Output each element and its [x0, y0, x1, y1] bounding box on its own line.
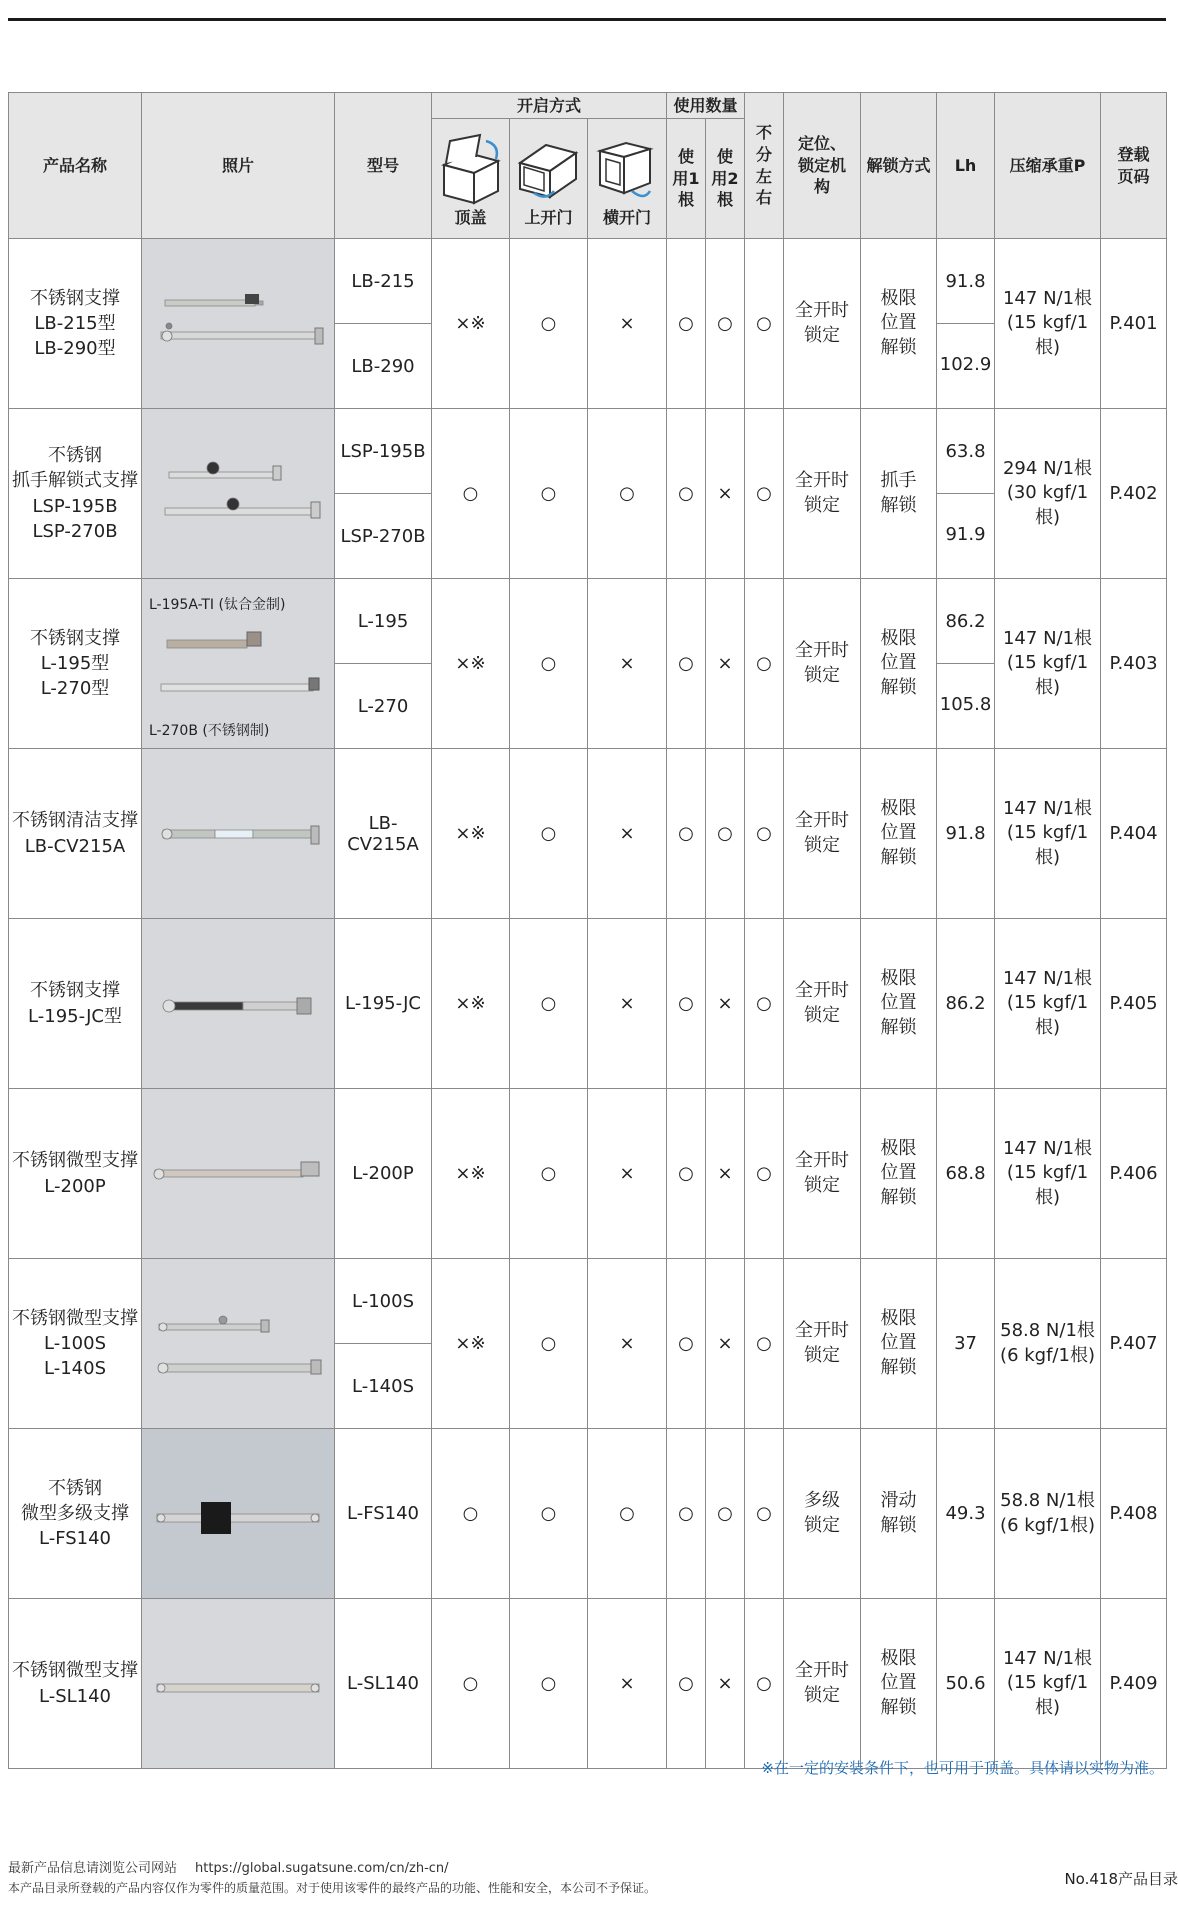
- release-cell: [861, 409, 937, 579]
- lock-mech-line: 全开时: [795, 980, 850, 1002]
- use-1-value: ○: [667, 749, 706, 919]
- use-2-value: ×: [706, 579, 745, 749]
- header-release: 解锁方式: [861, 93, 937, 239]
- opening-top-value: ○: [432, 1429, 510, 1599]
- product-name-line: L-195-JC型: [28, 1005, 122, 1027]
- use-1-value: ○: [667, 1429, 706, 1599]
- release-line: 解锁: [880, 494, 917, 516]
- table-row: [9, 1089, 1167, 1259]
- header-page-text: 登载页码: [1117, 144, 1150, 186]
- stay-photo-drawing: [143, 1260, 333, 1428]
- product-photo: [142, 1089, 335, 1259]
- photo-frame: [143, 410, 333, 578]
- lock-mech-cell: [784, 1089, 861, 1259]
- top-lid-diagram-icon: [436, 133, 506, 205]
- photo-frame: [143, 580, 333, 748]
- lock-mech-line: 锁定: [804, 1004, 841, 1026]
- header-use-1-text: 使用1根: [672, 147, 700, 210]
- header-opening-top: [432, 119, 510, 239]
- product-photo: [142, 919, 335, 1089]
- lr-value: ○: [745, 1259, 784, 1429]
- lock-mech-line: 全开时: [795, 640, 850, 662]
- release-cell: [861, 1089, 937, 1259]
- footer-catalog-number: No.418产品目录: [1064, 1870, 1178, 1888]
- use-1-value: ○: [667, 579, 706, 749]
- release-line: 位置: [880, 1332, 917, 1354]
- release-line: 解锁: [880, 1696, 917, 1718]
- release-line: 解锁: [880, 676, 917, 698]
- photo-caption-bottom: L-270B (不锈钢制): [149, 722, 270, 739]
- product-name-line: 不锈钢支撑: [30, 980, 120, 1002]
- opening-up-value: ○: [510, 749, 588, 919]
- lh-value: 86.2: [937, 579, 995, 664]
- photo-caption-top: L-195A-TI (钛合金制): [149, 596, 286, 613]
- product-name-line: 抓手解锁式支撑: [12, 470, 138, 492]
- product-photo: [142, 1599, 335, 1769]
- opening-top-value: ○: [432, 409, 510, 579]
- opening-side-value: ×: [588, 579, 667, 749]
- page-ref: P.408: [1101, 1429, 1167, 1599]
- opening-top-value: ○: [432, 1599, 510, 1769]
- opening-side-value: ×: [588, 1599, 667, 1769]
- opening-up-value: ○: [510, 409, 588, 579]
- product-name-cell: [9, 1599, 142, 1769]
- opening-side-value: ×: [588, 919, 667, 1089]
- product-name-line: L-270型: [40, 678, 110, 700]
- product-name-line: L-200P: [44, 1175, 106, 1197]
- header-opening-method: 开启方式: [432, 93, 667, 119]
- product-name-cell: [9, 239, 142, 409]
- model-cell: L-FS140: [335, 1429, 432, 1599]
- opening-top-value: ×※: [432, 579, 510, 749]
- use-1-value: ○: [667, 1599, 706, 1769]
- opening-up-value: ○: [510, 1599, 588, 1769]
- model-cell: L-195-JC: [335, 919, 432, 1089]
- lock-mech-cell: [784, 749, 861, 919]
- release-line: 位置: [880, 1672, 917, 1694]
- stay-photo-drawing: [143, 410, 333, 578]
- load-line: (15 kgf/1根): [1006, 312, 1089, 358]
- lh-value: 102.9: [937, 324, 995, 409]
- lock-mech-line: 锁定: [804, 1174, 841, 1196]
- lock-mech-line: 锁定: [804, 1344, 841, 1366]
- photo-frame: [143, 240, 333, 408]
- lh-value: 91.8: [937, 749, 995, 919]
- load-line: 147 N/1根: [1002, 798, 1093, 820]
- opening-side-value: ○: [588, 409, 667, 579]
- release-line: 位置: [880, 652, 917, 674]
- header-photo: 照片: [142, 93, 335, 239]
- page-ref: P.409: [1101, 1599, 1167, 1769]
- model-cell: L-SL140: [335, 1599, 432, 1769]
- photo-frame: [143, 750, 333, 918]
- up-door-diagram-icon: [514, 133, 584, 205]
- product-name-line: LSP-270B: [32, 520, 118, 542]
- load-cell: [995, 919, 1101, 1089]
- release-line: 解锁: [880, 336, 917, 358]
- use-2-value: ○: [706, 749, 745, 919]
- photo-frame: [143, 920, 333, 1088]
- lock-mech-cell: [784, 1599, 861, 1769]
- release-line: 位置: [880, 992, 917, 1014]
- release-cell: [861, 579, 937, 749]
- header-product-name: 产品名称: [9, 93, 142, 239]
- table-row: [9, 239, 1167, 324]
- load-line: (6 kgf/1根): [1000, 1514, 1095, 1536]
- load-line: 58.8 N/1根: [1000, 1320, 1095, 1342]
- lr-value: ○: [745, 749, 784, 919]
- product-name-cell: [9, 919, 142, 1089]
- stay-photo-drawing: [143, 1430, 333, 1598]
- opening-side-value: ×: [588, 1089, 667, 1259]
- load-cell: [995, 1599, 1101, 1769]
- product-photo: [142, 1259, 335, 1429]
- model-cell: LB-215: [335, 239, 432, 324]
- release-line: 极限: [880, 628, 917, 650]
- product-name-line: LB-290型: [34, 338, 116, 360]
- load-cell: [995, 409, 1101, 579]
- lock-mech-line: 全开时: [795, 300, 850, 322]
- lock-mech-line: 全开时: [795, 1150, 850, 1172]
- model-cell: L-200P: [335, 1089, 432, 1259]
- product-name-cell: [9, 409, 142, 579]
- release-cell: [861, 1429, 937, 1599]
- opening-top-value: ×※: [432, 1259, 510, 1429]
- page-ref: P.406: [1101, 1089, 1167, 1259]
- product-photo: [142, 409, 335, 579]
- lock-mech-line: 全开时: [795, 470, 850, 492]
- footer-website-text: 最新产品信息请浏览公司网站: [8, 1861, 178, 1876]
- product-name-line: 不锈钢支撑: [30, 627, 120, 649]
- catalog-table: [8, 92, 1167, 1769]
- release-cell: [861, 749, 937, 919]
- load-line: 147 N/1根: [1002, 628, 1093, 650]
- lock-mech-line: 锁定: [804, 1684, 841, 1706]
- release-line: 解锁: [880, 846, 917, 868]
- load-line: 147 N/1根: [1002, 968, 1093, 990]
- footer-website-line: [8, 1857, 449, 1876]
- table-row: [9, 1259, 1167, 1344]
- product-name-line: 不锈钢微型支撑: [12, 1150, 138, 1172]
- release-cell: [861, 1259, 937, 1429]
- header-lock-mech-text: 定位、锁定机构: [798, 134, 847, 197]
- product-name-line: L-SL140: [38, 1685, 112, 1707]
- footnote: ※在一定的安装条件下，也可用于顶盖。具体请以实物为准。: [761, 1759, 1164, 1777]
- release-line: 解锁: [880, 1356, 917, 1378]
- load-line: (15 kgf/1根): [1006, 992, 1089, 1038]
- table-row: [9, 579, 1167, 664]
- opening-top-label: 顶盖: [454, 207, 487, 227]
- lh-value: 91.9: [937, 494, 995, 579]
- header-lock-mech: [784, 93, 861, 239]
- opening-side-value: ×: [588, 239, 667, 409]
- page-ref: P.403: [1101, 579, 1167, 749]
- stay-photo-drawing: [143, 1600, 333, 1768]
- use-1-value: ○: [667, 919, 706, 1089]
- photo-frame: [143, 1090, 333, 1258]
- lock-mech-line: 锁定: [804, 494, 841, 516]
- opening-up-value: ○: [510, 579, 588, 749]
- lock-mech-line: 锁定: [804, 324, 841, 346]
- release-line: 极限: [880, 288, 917, 310]
- header-lh: Lh: [937, 93, 995, 239]
- load-cell: [995, 1259, 1101, 1429]
- footer-disclaimer: 本产品目录所登载的产品内容仅作为零件的质量范围。对于使用该零件的最终产品的功能、性能和安全，本公司不予保证。: [8, 1881, 657, 1895]
- product-name-cell: [9, 579, 142, 749]
- load-line: (15 kgf/1根): [1006, 652, 1089, 698]
- use-2-value: ×: [706, 1599, 745, 1769]
- header-use-2: [706, 119, 745, 239]
- side-door-diagram-icon: [592, 133, 662, 205]
- header-page: [1101, 93, 1167, 239]
- lh-value: 105.8: [937, 664, 995, 749]
- lock-mech-line: 多级: [804, 1490, 841, 1512]
- opening-side-label: 横开门: [602, 207, 651, 227]
- load-line: 147 N/1根: [1002, 1138, 1093, 1160]
- load-line: (6 kgf/1根): [1000, 1344, 1095, 1366]
- lr-value: ○: [745, 1429, 784, 1599]
- lock-mech-line: 全开时: [795, 1320, 850, 1342]
- opening-top-value: ×※: [432, 749, 510, 919]
- stay-photo-drawing: [143, 240, 333, 408]
- header-use-count: 使用数量: [667, 93, 745, 119]
- lh-value: 86.2: [937, 919, 995, 1089]
- stay-photo-drawing: [143, 750, 333, 918]
- use-2-value: ×: [706, 919, 745, 1089]
- lock-mech-line: 锁定: [804, 664, 841, 686]
- opening-top-value: ×※: [432, 1089, 510, 1259]
- page-ref: P.407: [1101, 1259, 1167, 1429]
- photo-frame: [143, 1260, 333, 1428]
- lh-value: 49.3: [937, 1429, 995, 1599]
- table-row: [9, 409, 1167, 494]
- release-line: 极限: [880, 798, 917, 820]
- load-line: 58.8 N/1根: [1000, 1490, 1095, 1512]
- header-lr: [745, 93, 784, 239]
- product-name-line: LSP-195B: [32, 495, 118, 517]
- load-cell: [995, 1429, 1101, 1599]
- opening-up-label: 上开门: [524, 207, 573, 227]
- product-name-line: 微型多级支撑: [21, 1502, 129, 1524]
- use-1-value: ○: [667, 1259, 706, 1429]
- load-line: (15 kgf/1根): [1006, 822, 1089, 868]
- load-cell: [995, 749, 1101, 919]
- opening-side-value: ○: [588, 1429, 667, 1599]
- header-opening-up: [510, 119, 588, 239]
- release-line: 滑动: [880, 1490, 917, 1512]
- header-model: 型号: [335, 93, 432, 239]
- use-2-value: ×: [706, 1259, 745, 1429]
- use-1-value: ○: [667, 409, 706, 579]
- load-line: 147 N/1根: [1002, 1648, 1093, 1670]
- header-use-2-text: 使用2根: [711, 147, 739, 210]
- product-name-line: 不锈钢支撑: [30, 287, 120, 309]
- use-1-value: ○: [667, 1089, 706, 1259]
- use-2-value: ×: [706, 409, 745, 579]
- use-2-value: ×: [706, 1089, 745, 1259]
- product-name-cell: [9, 1429, 142, 1599]
- lh-value: 91.8: [937, 239, 995, 324]
- product-name-line: LB-CV215A: [24, 835, 126, 857]
- stay-photo-drawing: [143, 1090, 333, 1258]
- lock-mech-line: 锁定: [804, 834, 841, 856]
- footer-url-link[interactable]: https://global.sugatsune.com/cn/zh-cn/: [195, 1861, 449, 1876]
- table-row: [9, 1429, 1167, 1599]
- release-cell: [861, 1599, 937, 1769]
- release-line: 解锁: [880, 1514, 917, 1536]
- use-2-value: ○: [706, 239, 745, 409]
- opening-top-value: ×※: [432, 919, 510, 1089]
- product-photo: [142, 579, 335, 749]
- lr-value: ○: [745, 1089, 784, 1259]
- lr-value: ○: [745, 1599, 784, 1769]
- lock-mech-cell: [784, 1259, 861, 1429]
- table-row: [9, 919, 1167, 1089]
- model-cell: L-100S: [335, 1259, 432, 1344]
- use-1-value: ○: [667, 239, 706, 409]
- lock-mech-cell: [784, 1429, 861, 1599]
- opening-up-value: ○: [510, 1429, 588, 1599]
- header-lr-text: 不分左右: [756, 123, 773, 208]
- load-line: 147 N/1根: [1002, 288, 1093, 310]
- lock-mech-line: 全开时: [795, 810, 850, 832]
- product-name-line: 不锈钢: [48, 1477, 102, 1499]
- model-cell: LB-290: [335, 324, 432, 409]
- opening-up-value: ○: [510, 1089, 588, 1259]
- product-photo: [142, 749, 335, 919]
- product-name-line: 不锈钢微型支撑: [12, 1307, 138, 1329]
- header-load: 压缩承重P: [995, 93, 1101, 239]
- release-line: 解锁: [880, 1016, 917, 1038]
- lock-mech-cell: [784, 579, 861, 749]
- release-line: 位置: [880, 312, 917, 334]
- load-cell: [995, 1089, 1101, 1259]
- opening-up-value: ○: [510, 239, 588, 409]
- page-ref: P.404: [1101, 749, 1167, 919]
- lock-mech-line: 锁定: [804, 1514, 841, 1536]
- lr-value: ○: [745, 919, 784, 1089]
- header-opening-side: [588, 119, 667, 239]
- product-name-line: L-195型: [40, 652, 110, 674]
- product-name-line: L-100S: [44, 1332, 106, 1354]
- load-line: (15 kgf/1根): [1006, 1672, 1089, 1718]
- lr-value: ○: [745, 239, 784, 409]
- opening-up-value: ○: [510, 919, 588, 1089]
- model-cell: L-140S: [335, 1344, 432, 1429]
- lock-mech-cell: [784, 919, 861, 1089]
- opening-side-value: ×: [588, 749, 667, 919]
- stay-photo-drawing: [143, 920, 333, 1088]
- product-name-line: 不锈钢: [48, 445, 102, 467]
- lock-mech-cell: [784, 409, 861, 579]
- photo-frame: [143, 1430, 333, 1598]
- product-name-line: LB-215型: [34, 312, 116, 334]
- release-line: 抓手: [880, 470, 917, 492]
- release-line: 极限: [880, 1648, 917, 1670]
- release-line: 解锁: [880, 1186, 917, 1208]
- opening-top-value: ×※: [432, 239, 510, 409]
- lh-value: 50.6: [937, 1599, 995, 1769]
- model-cell: LB-CV215A: [335, 749, 432, 919]
- lock-mech-line: 全开时: [795, 1660, 850, 1682]
- lh-value: 68.8: [937, 1089, 995, 1259]
- page-ref: P.405: [1101, 919, 1167, 1089]
- product-name-cell: [9, 1259, 142, 1429]
- product-photo: [142, 1429, 335, 1599]
- opening-up-value: ○: [510, 1259, 588, 1429]
- page-ref: P.401: [1101, 239, 1167, 409]
- product-name-line: L-FS140: [38, 1528, 112, 1550]
- lock-mech-cell: [784, 239, 861, 409]
- release-line: 极限: [880, 968, 917, 990]
- photo-frame: [143, 1600, 333, 1768]
- lh-value: 63.8: [937, 409, 995, 494]
- page-ref: P.402: [1101, 409, 1167, 579]
- product-name-line: 不锈钢微型支撑: [12, 1660, 138, 1682]
- model-cell: LSP-195B: [335, 409, 432, 494]
- lh-value: 37: [937, 1259, 995, 1429]
- load-line: 294 N/1根: [1002, 458, 1093, 480]
- release-cell: [861, 239, 937, 409]
- lr-value: ○: [745, 579, 784, 749]
- load-line: (30 kgf/1根): [1006, 482, 1089, 528]
- load-cell: [995, 579, 1101, 749]
- table-row: [9, 749, 1167, 919]
- model-cell: LSP-270B: [335, 494, 432, 579]
- release-line: 极限: [880, 1138, 917, 1160]
- table-row: [9, 1599, 1167, 1769]
- product-name-line: 不锈钢清洁支撑: [12, 810, 138, 832]
- model-cell: L-270: [335, 664, 432, 749]
- product-photo: [142, 239, 335, 409]
- top-rule: [8, 18, 1166, 21]
- product-name-cell: [9, 1089, 142, 1259]
- product-name-cell: [9, 749, 142, 919]
- load-cell: [995, 239, 1101, 409]
- product-name-line: L-140S: [44, 1358, 106, 1380]
- use-2-value: ○: [706, 1429, 745, 1599]
- lr-value: ○: [745, 409, 784, 579]
- release-cell: [861, 919, 937, 1089]
- load-line: (15 kgf/1根): [1006, 1162, 1089, 1208]
- release-line: 极限: [880, 1308, 917, 1330]
- release-line: 位置: [880, 1162, 917, 1184]
- header-use-1: [667, 119, 706, 239]
- release-line: 位置: [880, 822, 917, 844]
- model-cell: L-195: [335, 579, 432, 664]
- opening-side-value: ×: [588, 1259, 667, 1429]
